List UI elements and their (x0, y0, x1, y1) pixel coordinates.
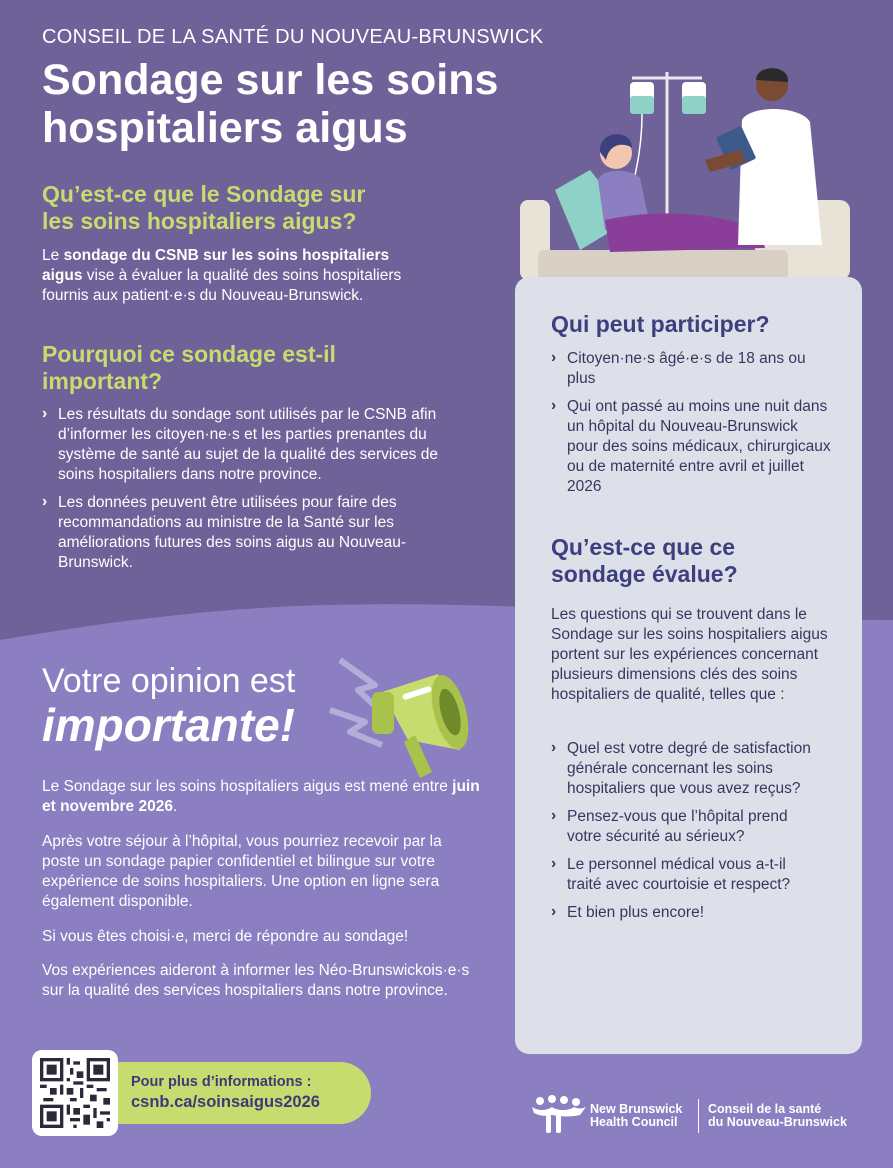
please-respond-text: Si vous êtes choisi·e, merci de répondre au sondage! (42, 928, 409, 945)
reasons-list (42, 405, 462, 581)
list-item: › Pensez-vous que l’hôpital prend votre sécurité au sérieux? (551, 807, 821, 847)
hospital-bed-illustration (510, 60, 870, 285)
mail-survey-text: Après votre séjour à l’hôpital, vous pourriez recevoir par la poste un sondage papier confidentiel et bilingue sur votre expérience de soins hospitaliers. Une option en ligne sera également disponible. (42, 833, 442, 910)
question-examples-list (551, 739, 821, 931)
megaphone-icon (320, 640, 490, 785)
survey-period: Le Sondage sur les soins hospitaliers aigus est mené entre juin et novembre 2026. (42, 778, 480, 815)
evaluation-paragraph: Les questions qui se trouvent dans le Sondage sur les soins hospitaliers aigus portent sur les expériences concernant plusieurs dimensions clés des soins hospitaliers de qualité, telles que : (551, 606, 828, 703)
list-item: › Quel est votre degré de satisfaction générale concernant les soins hospitaliers que vous avez reçus? (551, 739, 821, 799)
qr-code[interactable] (32, 1050, 118, 1136)
organization-name: CONSEIL DE LA SANTÉ DU NOUVEAU-BRUNSWICK (42, 26, 544, 48)
list-item: › Le personnel médical vous a-t-il traité avec courtoisie et respect? (551, 855, 821, 895)
info-card (515, 277, 862, 1054)
more-info-link[interactable]: csnb.ca/soinsaigus2026 (131, 1093, 320, 1111)
health-council-logo (528, 1093, 868, 1138)
survey-intro: Le sondage du CSNB sur les soins hospitaliers aigus vise à évaluer la qualité des soins hospitaliers fournis aux patient·e·s du Nouveau-Brunswick. (42, 247, 402, 304)
list-item: › Et bien plus encore! (551, 903, 821, 923)
experience-impact-text: Vos expériences aideront à informer les Néo-Brunswickois·e·s sur la qualité des services hospitaliers dans notre province. (42, 962, 470, 999)
what-is-survey-heading: Qu’est-ce que le Sondage sur les soins hospitaliers aigus? (42, 181, 366, 234)
health-council-logo-icon (528, 1093, 590, 1135)
who-can-participate-heading: Qui peut participer? (551, 311, 770, 337)
list-item: › Les résultats du sondage sont utilisés par le CSNB afin d’informer les citoyen·ne·s et les parties prenantes du système de santé au sujet de la qualité des services de soins hospitaliers dans notre province. (42, 405, 462, 485)
opinion-heading-line1: Votre opinion est (42, 662, 296, 700)
qr-code-icon (40, 1058, 110, 1128)
why-important-heading: Pourquoi ce sondage est-il important? (42, 341, 336, 394)
eligibility-list (551, 349, 831, 505)
opinion-heading-line2: importante! (42, 699, 295, 751)
list-item: › Qui ont passé au moins une nuit dans un hôpital du Nouveau-Brunswick pour des soins médicaux, chirurgicaux ou de maternité entre avril et juillet 2026 (551, 397, 831, 497)
logo-text-english: New Brunswick Health Council (590, 1102, 683, 1129)
more-info-banner (88, 1062, 371, 1124)
what-survey-evaluates-heading: Qu’est-ce que ce sondage évalue? (551, 534, 738, 587)
logo-text-french: Conseil de la santé du Nouveau-Brunswick (708, 1102, 847, 1129)
page-title: Sondage sur les soins hospitaliers aigus (42, 56, 499, 152)
list-item: › Citoyen·ne·s âgé·e·s de 18 ans ou plus (551, 349, 831, 389)
logo-divider (698, 1099, 699, 1133)
list-item: › Les données peuvent être utilisées pour faire des recommandations au ministre de la Santé sur les améliorations futures des soins aigus au Nouveau-Brunswick. (42, 493, 462, 573)
more-info-label: Pour plus d’informations : (131, 1074, 312, 1090)
